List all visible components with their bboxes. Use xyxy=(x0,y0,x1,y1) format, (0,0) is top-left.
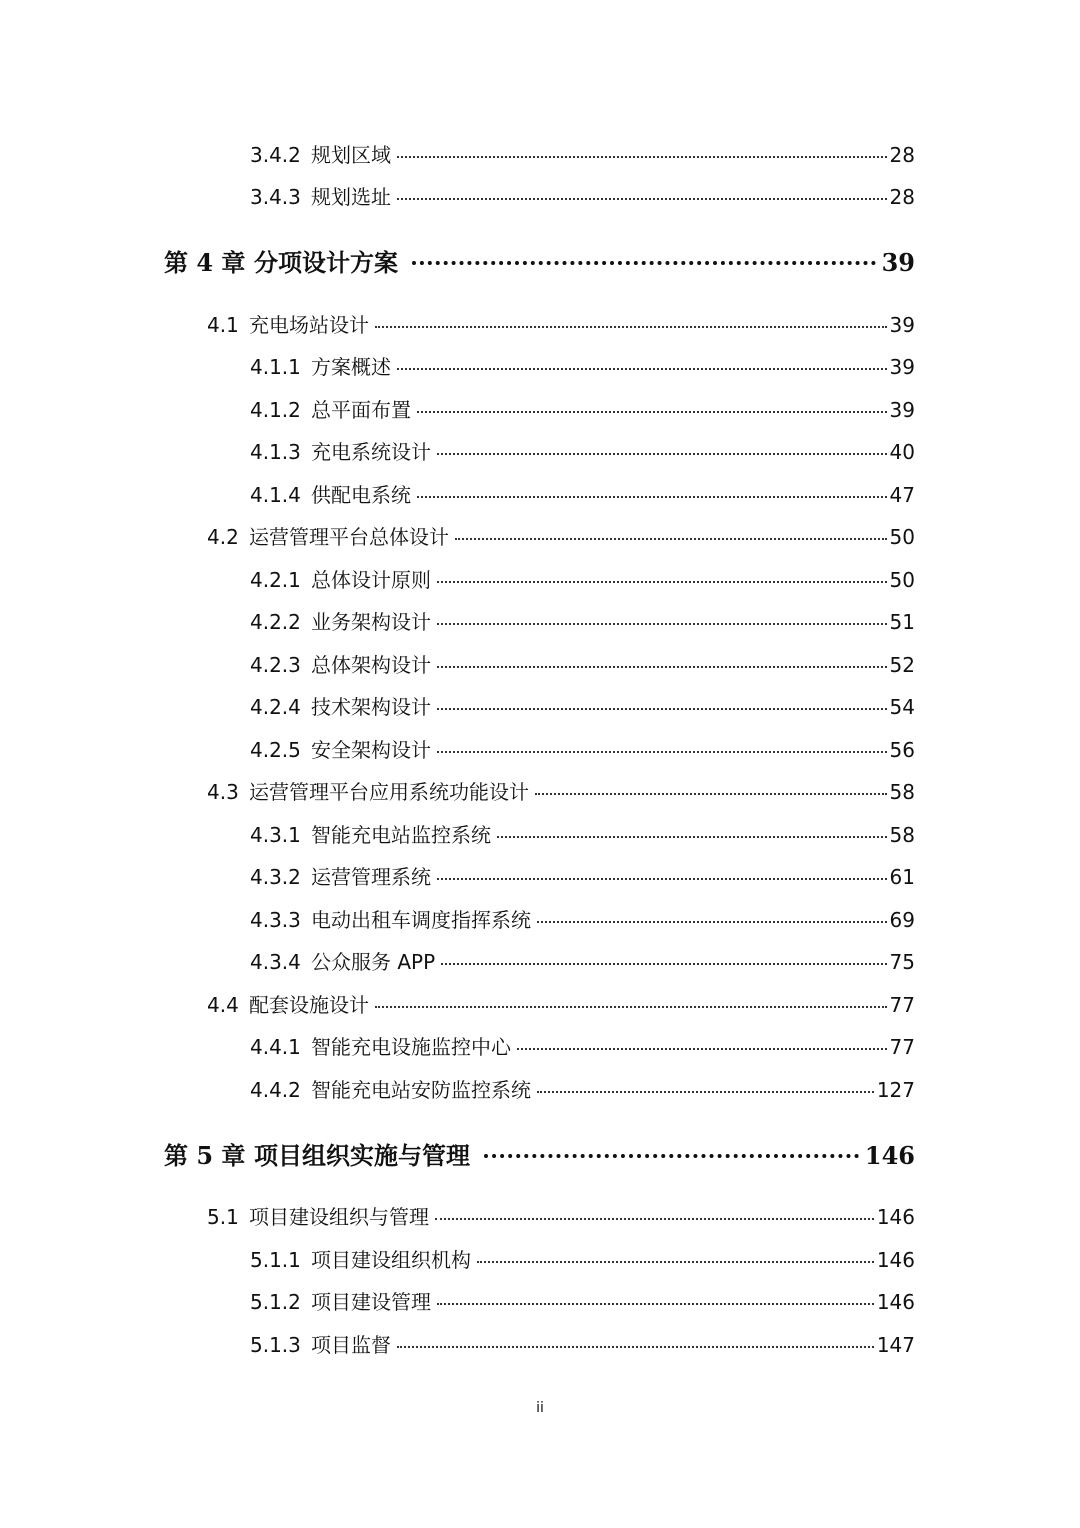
toc-dot-leader xyxy=(517,1048,887,1050)
toc-entry-title: 技术架构设计 xyxy=(311,695,431,719)
toc-chapter[interactable] xyxy=(164,243,915,278)
toc-entry-title: 项目组织实施与管理 xyxy=(254,1141,470,1170)
toc-entry-number: 3.4.3 xyxy=(250,185,301,209)
toc-entry-title: 充电场站设计 xyxy=(249,313,369,337)
toc-subsection[interactable] xyxy=(250,734,915,763)
toc-entry-page: 58 xyxy=(889,780,915,804)
toc-entry-title: 充电系统设计 xyxy=(311,440,431,464)
toc-entry-title: 总体设计原则 xyxy=(311,568,431,592)
page-number: ii xyxy=(536,1400,544,1416)
toc-dot-leader xyxy=(477,1261,874,1263)
toc-entry-page: 146 xyxy=(876,1205,915,1229)
toc-dot-leader xyxy=(397,198,887,200)
toc-dot-leader xyxy=(455,538,887,540)
toc-subsection[interactable] xyxy=(250,436,915,465)
toc-entry-title: 运营管理平台总体设计 xyxy=(249,525,449,549)
toc-entry-page: 77 xyxy=(889,993,915,1017)
toc-entry-number: 4.3.4 xyxy=(250,950,301,974)
toc-dot-leader xyxy=(397,156,887,158)
toc-subsection[interactable] xyxy=(250,1329,915,1358)
toc-subsection[interactable] xyxy=(250,649,915,678)
toc-subsection[interactable] xyxy=(250,946,915,975)
toc-entry-page: 77 xyxy=(889,1035,915,1059)
toc-subsection[interactable] xyxy=(250,1074,915,1103)
toc-subsection[interactable] xyxy=(250,181,915,210)
toc-dot-leader xyxy=(537,921,887,923)
toc-dot-leader xyxy=(484,1154,859,1158)
toc-entry-title: 规划区域 xyxy=(311,143,391,167)
toc-dot-leader xyxy=(435,1218,874,1220)
toc-entry-number: 4.1 xyxy=(207,313,239,337)
toc-entry-page: 39 xyxy=(889,355,915,379)
toc-entry-page: 75 xyxy=(889,950,915,974)
toc-entry-page: 28 xyxy=(889,185,915,209)
toc-dot-leader xyxy=(417,411,887,413)
toc-entry-page: 47 xyxy=(889,483,915,507)
toc-dot-leader xyxy=(417,496,887,498)
toc-entry-page: 146 xyxy=(876,1248,915,1272)
toc-section[interactable] xyxy=(207,521,915,550)
toc-entry-page: 50 xyxy=(889,568,915,592)
toc-subsection[interactable] xyxy=(250,479,915,508)
toc-entry-title: 方案概述 xyxy=(311,355,391,379)
toc-dot-leader xyxy=(437,708,887,710)
toc-subsection[interactable] xyxy=(250,691,915,720)
toc-entry-number: 4.3.1 xyxy=(250,823,301,847)
toc-dot-leader xyxy=(437,1303,874,1305)
toc-entry-page: 51 xyxy=(889,610,915,634)
toc-dot-leader xyxy=(437,581,887,583)
toc-entry-number: 4.4.2 xyxy=(250,1078,301,1102)
toc-entry-title: 业务架构设计 xyxy=(311,610,431,634)
toc-entry-title: 分项设计方案 xyxy=(254,248,398,277)
toc-entry-title: 总体架构设计 xyxy=(311,653,431,677)
toc-entry-page: 56 xyxy=(889,738,915,762)
toc-dot-leader xyxy=(412,261,876,265)
toc-dot-leader xyxy=(375,1006,887,1008)
toc-dot-leader xyxy=(441,963,886,965)
toc-entry-title: 智能充电站安防监控系统 xyxy=(311,1078,531,1102)
toc-dot-leader xyxy=(375,326,887,328)
toc-subsection[interactable] xyxy=(250,139,915,168)
toc-entry-number: 4.4.1 xyxy=(250,1035,301,1059)
toc-section[interactable] xyxy=(207,776,915,805)
toc-entry-title: 公众服务 APP xyxy=(311,950,436,974)
toc-dot-leader xyxy=(437,878,887,880)
toc-entry-page: 50 xyxy=(889,525,915,549)
toc-section[interactable] xyxy=(207,309,915,338)
toc-entry-title: 智能充电设施监控中心 xyxy=(311,1035,511,1059)
toc-entry-number: 4.2.3 xyxy=(250,653,301,677)
toc-section[interactable] xyxy=(207,989,915,1018)
toc-entry-page: 28 xyxy=(889,143,915,167)
toc-entry-number: 5.1.2 xyxy=(250,1290,301,1314)
toc-entry-number: 第 5 章 xyxy=(164,1141,246,1170)
toc-dot-leader xyxy=(497,836,887,838)
toc-entry-number: 4.1.3 xyxy=(250,440,301,464)
toc-entry-page: 39 xyxy=(881,248,915,277)
toc-entry-number: 4.2.4 xyxy=(250,695,301,719)
toc-entry-number: 4.1.2 xyxy=(250,398,301,422)
toc-dot-leader xyxy=(437,623,887,625)
toc-dot-leader xyxy=(397,1346,874,1348)
toc-entry-page: 39 xyxy=(889,313,915,337)
toc-entry-page: 61 xyxy=(889,865,915,889)
toc-entry-title: 运营管理平台应用系统功能设计 xyxy=(249,780,529,804)
toc-subsection[interactable] xyxy=(250,861,915,890)
toc-entry-page: 146 xyxy=(864,1141,915,1170)
toc-entry-title: 项目建设管理 xyxy=(311,1290,431,1314)
toc-entry-title: 供配电系统 xyxy=(311,483,411,507)
toc-entry-title: 规划选址 xyxy=(311,185,391,209)
toc-entry-title: 智能充电站监控系统 xyxy=(311,823,491,847)
toc-subsection[interactable] xyxy=(250,1286,915,1315)
toc-entry-page: 39 xyxy=(889,398,915,422)
toc-dot-leader xyxy=(437,666,887,668)
toc-entry-number: 4.3.3 xyxy=(250,908,301,932)
toc-entry-title: 运营管理系统 xyxy=(311,865,431,889)
toc-dot-leader xyxy=(537,1091,874,1093)
toc-entry-page: 69 xyxy=(889,908,915,932)
toc-subsection[interactable] xyxy=(250,904,915,933)
toc-entry-number: 5.1 xyxy=(207,1205,239,1229)
toc-entry-page: 54 xyxy=(889,695,915,719)
toc-entry-number: 4.1.1 xyxy=(250,355,301,379)
toc-entry-number: 3.4.2 xyxy=(250,143,301,167)
toc-entry-page: 52 xyxy=(889,653,915,677)
toc-entry-title: 项目监督 xyxy=(311,1333,391,1357)
toc-entry-number: 4.2.2 xyxy=(250,610,301,634)
toc-section[interactable] xyxy=(207,1201,915,1230)
toc-entry-title: 配套设施设计 xyxy=(249,993,369,1017)
toc-entry-number: 4.4 xyxy=(207,993,239,1017)
toc-dot-leader xyxy=(535,793,887,795)
toc-subsection[interactable] xyxy=(250,606,915,635)
toc-entry-number: 4.2.5 xyxy=(250,738,301,762)
toc-entry-title: 总平面布置 xyxy=(311,398,411,422)
toc-subsection[interactable] xyxy=(250,351,915,380)
toc-entry-number: 4.2 xyxy=(207,525,239,549)
toc-subsection[interactable] xyxy=(250,819,915,848)
toc-entry-title: 项目建设组织与管理 xyxy=(249,1205,429,1229)
toc-entry-number: 4.3.2 xyxy=(250,865,301,889)
toc-entry-number: 5.1.1 xyxy=(250,1248,301,1272)
toc-dot-leader xyxy=(397,368,887,370)
toc-entry-title: 电动出租车调度指挥系统 xyxy=(311,908,531,932)
toc-entry-title: 项目建设组织机构 xyxy=(311,1248,471,1272)
toc-entry-title: 安全架构设计 xyxy=(311,738,431,762)
toc-entry-page: 58 xyxy=(889,823,915,847)
toc-entry-page: 40 xyxy=(889,440,915,464)
toc-entry-number: 4.1.4 xyxy=(250,483,301,507)
toc-entry-page: 147 xyxy=(876,1333,915,1357)
toc-subsection[interactable] xyxy=(250,394,915,423)
toc-entry-number: 第 4 章 xyxy=(164,248,246,277)
toc-entry-page: 146 xyxy=(876,1290,915,1314)
toc-dot-leader xyxy=(437,751,887,753)
toc-dot-leader xyxy=(437,453,887,455)
toc-entry-number: 4.2.1 xyxy=(250,568,301,592)
toc-entry-number: 5.1.3 xyxy=(250,1333,301,1357)
toc-entry-page: 127 xyxy=(876,1078,915,1102)
toc-subsection[interactable] xyxy=(250,564,915,593)
toc-subsection[interactable] xyxy=(250,1244,915,1273)
toc-subsection[interactable] xyxy=(250,1031,915,1060)
toc-entry-number: 4.3 xyxy=(207,780,239,804)
toc-chapter[interactable] xyxy=(164,1136,915,1171)
